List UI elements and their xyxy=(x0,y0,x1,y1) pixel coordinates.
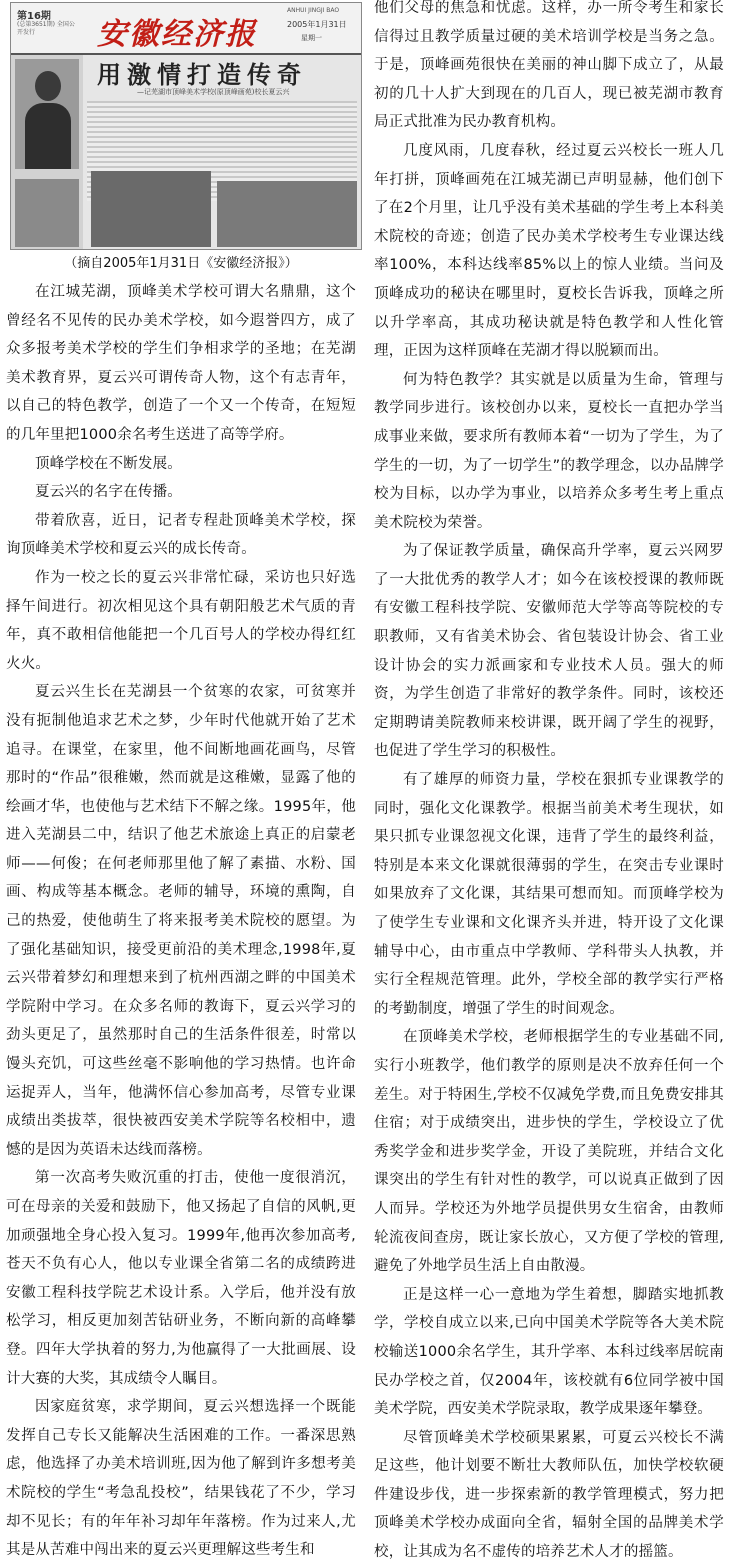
newspaper-clipping xyxy=(10,2,362,250)
article-paragraph: 何为特色教学？其实就是以质量为生命，管理与教学同步进行。该校创办以来，夏校长一直把办学当成事业来做，要求所有教师本着“一切为了学生，为了学生的一切，为了一切学生”的教学理念，以办品牌学校为目标，以办学为事业，以培养众多考生考上重点美术院校为荣誉。 xyxy=(374,371,724,531)
clipping-photo-small xyxy=(15,179,79,247)
article-paragraph: 尽管顶峰美术学校硕果累累，可夏云兴校长不满足这些，他计划要不断壮大教师队伍，加快学校软硬件建设步伐，进一步探索新的教学管理模式，努力把顶峰美术学校办成面向全省，辐射全国的品牌美术学校，让其成为名不虚传的培养艺术人才的摇篮。 xyxy=(374,1429,724,1561)
newspaper-name: 安徽经济报 xyxy=(97,17,257,52)
clipping-photo-students xyxy=(217,181,357,247)
left-column xyxy=(6,0,356,1565)
article-paragraph: 作为一校之长的夏云兴非常忙碌，采访也只好选择午间进行。初次相见这个具有朝阳般艺术气质的青年，真不敢相信他能把一个几百号人的学校办得红红火火。 xyxy=(6,569,356,672)
article-paragraph: 顶峰学校在不断发展。 xyxy=(35,455,182,472)
article-paragraph: 夏云兴生长在芜湖县一个贫寒的农家，可贫寒并没有扼制他追求艺术之梦，少年时代他就开始了艺术追寻。在课堂，在家里，他不间断地画花画鸟，尽管那时的“作品”很稚嫩，然而就是这稚嫩，显露了他的绘画才华，也使他与艺术结下不解之缘。1995年，他进入芜湖县二中，结识了他艺术旅途上真正的启蒙老师——何俊；在何老师那里他了解了素描、水粉、国画、构成等基本概念。老师的辅导，环境的熏陶，自己的热爱，使他萌生了将来报考美术院校的愿望。为了强化基础知识，接受更前沿的美术理念,1998年,夏云兴带着梦幻和理想来到了杭州西湖之畔的中国美术学院附中学习。在众多名师的教诲下，夏云兴学习的劲头更足了，虽然那时自己的生活条件很差，时常以馒头充饥，可这些丝毫不影响他的学习热情。也许命运捉弄人，当年，他满怀信心参加高考，尽管专业课成绩出类拔萃，很快被西安美术学院等名校相中，遗憾的是因为英语未达线而落榜。 xyxy=(6,684,356,1158)
article-paragraph: 夏云兴的名字在传播。 xyxy=(35,484,182,501)
issue-meta: (总第3651期) 全国公开发行 xyxy=(17,21,75,36)
clipping-subheadline: —记芜湖市顶峰美术学校(原顶峰画苑)校长夏云兴 xyxy=(137,88,290,96)
newspaper-date: 2005年1月31日 xyxy=(287,20,347,29)
article-paragraph: 几度风雨，几度春秋，经过夏云兴校长一班人几年打拼，顶峰画苑在江城芜湖已声明显赫，他们创下了在2个月里，让几乎没有美术基础的学生考上本科美术院校的奇迹；创造了民办美术学校考生专业课达线率100%，本科达线率85%以上的惊人业绩。当问及顶峰成功的秘诀在哪里时，夏校长告诉我，顶峰之所以升学率高，其成功秘诀就是特色教学和人性化管理，正因为这样顶峰在芜湖才得以脱颖而出。 xyxy=(374,142,724,360)
right-column xyxy=(374,0,724,1567)
article-paragraph: 有了雄厚的师资力量，学校在狠抓专业课教学的同时，强化文化课教学。根据当前美术考生现状，如果只抓专业课忽视文化课，违背了学生的最终利益，特别是本来文化课就很薄弱的学生，在突击专业课时如果放弃了文化课，其结果可想而知。而顶峰学校为了使学生专业课和文化课齐头并进，特开设了文化课辅导中心，由市重点中学教师、学科带头人执教，并实行全程规范管理。此外，学校全部的教学实行严格的考勤制度，增强了学生的时间观念。 xyxy=(374,772,724,1017)
portrait-body xyxy=(25,103,71,169)
clipping-photo-classroom xyxy=(91,171,211,247)
newspaper-weekday: 星期一 xyxy=(301,34,322,42)
newspaper-masthead xyxy=(11,3,361,55)
article-paragraph: 在江城芜湖，顶峰美术学校可谓大名鼎鼎，这个曾经名不见传的民办美术学校，如今遐誉四方，成了众多报考美术学校的学生们争相求学的圣地；在芜湖美术教育界，夏云兴可谓传奇人物，这个有志青年，以自己的特色教学，创造了一个又一个传奇，在短短的几年里把1000余名考生送进了高等学府。 xyxy=(6,284,356,443)
clipping-headline: 用激情打造传奇 xyxy=(97,60,307,89)
article-paragraph: 第一次高考失败沉重的打击，使他一度很消沉，可在母亲的关爱和鼓励下，他又扬起了自信的风帆,更加顽强地全身心投入复习。1999年,他再次参加高考,苍天不负有心人，他以专业课全省第二名的成绩跨进安徽工程科技学院艺术设计系。入学后，他并没有放松学习，相反更加刻苦钻研业务，不断向新的高峰攀登。四年大学执着的努力,为他赢得了一大批画展、设计大赛的大奖，其成绩令人瞩目。 xyxy=(6,1170,356,1387)
article-paragraph: 正是这样一心一意地为学生着想，脚踏实地抓教学，学校自成立以来,已向中国美术学院等各大美术院校输送1000余名学生，其升学率、本科过线率居皖南民办学校之首，仅2004年，该校就有6位同学被中国美术学院，西安美术学院录取，教学成果逐年攀登。 xyxy=(374,1286,724,1418)
portrait-head xyxy=(35,71,61,101)
portrait-photo xyxy=(15,59,79,169)
article-paragraph-continued: 他们父母的焦急和忧虑。这样，办一所令考生和家长信得过且教学质量过硬的美术培训学校是当务之急。于是，顶峰画苑很快在美丽的神山脚下成立了，从最初的几十人扩大到现在的几百人，现已被芜湖市教育局正式批准为民办教育机构。 xyxy=(374,0,724,131)
article-paragraph: 因家庭贫寒，求学期间，夏云兴想选择一个既能发挥自己专长又能解决生活困难的工作。一番深思熟虑，他选择了办美术培训班,因为他了解到许多想考美术院校的学生“考急乱投校”，结果钱花了不少，学习却不见长；有的年年补习却年年落榜。作为过来人,尤其是从苦难中闯出来的夏云兴更理解这些考生和 xyxy=(6,1399,356,1559)
article-paragraph: 在顶峰美术学校，老师根据学生的专业基础不同,实行小班教学，他们教学的原则是决不放弃任何一个差生。对于特困生,学校不仅减免学费,而且免费安排其住宿；对于成绩突出，进步快的学生，学校设立了优秀奖学金和进步奖学金，开设了美院班，并结合文化课突出的学生有针对性的教学，可以说真正做到了因人而异。学校还为外地学员提供男女生宿舍，由教师轮流夜间查房，既让家长放心，又方便了学校的管理,避免了外地学员生活上自由散漫。 xyxy=(374,1029,724,1275)
clipping-caption: （摘自2005年1月31日《安徽经济报》） xyxy=(64,256,298,271)
article-paragraph: 带着欣喜，近日，记者专程赴顶峰美术学校，探询顶峰美术学校和夏云兴的成长传奇。 xyxy=(6,512,356,558)
issue-number: 第16期 xyxy=(17,11,51,22)
article-paragraph: 为了保证教学质量，确保高升学率，夏云兴网罗了一大批优秀的教学人才；如今在该校授课的教师既有安徽工程科技学院、安徽师范大学等高等院校的专职教师，又有省美术协会、省包装设计协会、省工业设计协会的实力派画家和专业技术人员。强大的师资，为学生创造了非常好的教学条件。同时，该校还定期聘请美院教师来校讲课，既开阔了学生的视野，也促进了学生学习的积极性。 xyxy=(374,543,724,760)
newspaper-pinyin: ANHUI JINGJI BAO xyxy=(287,7,340,14)
